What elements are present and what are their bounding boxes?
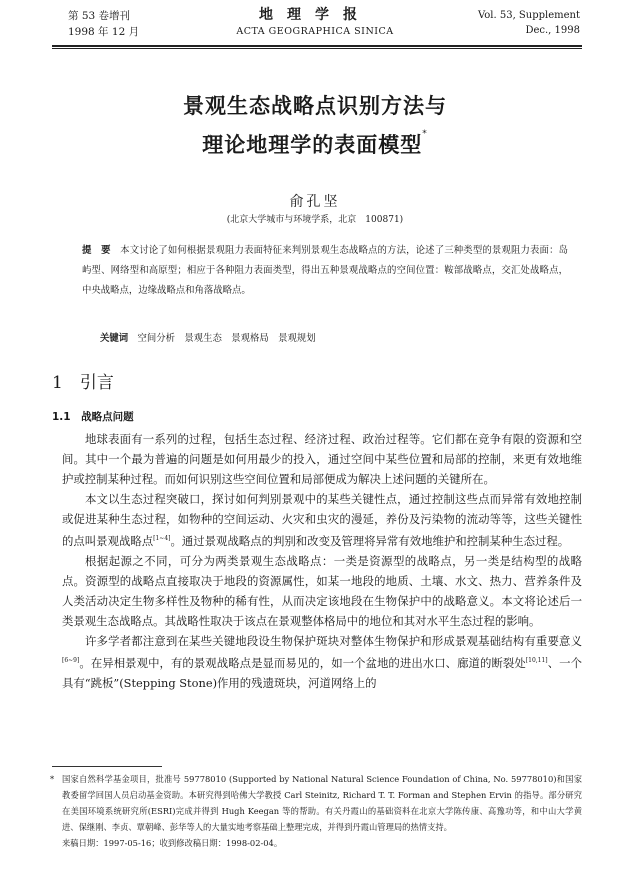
- footnote-text: 国家自然科学基金项目，批准号 59778010 (Supported by National Natural Science Foundation of China, No. 59778010)和国家教委留学回国人员启动基金资助。本研究得到哈佛大学教授 Carl Steinitz, Richard T. T. Forman and Stephen Ervin 的指导。部分研究在美国环境系统研究所(ESRI)完成并得到 Hugh Keegan 等的帮助。有关丹霞山的基础资料在北京大学陈传康、高豫功等，和中山大学黄进、保继刚、李贞、覃朝峰、彭华等人的大量实地考察基础上整理完成，并得到丹霞山管理局的热情支持。: [62, 774, 582, 832]
- paragraph-4-text-a: 许多学者都注意到在某些关键地段设生物保护斑块对整体生物保护和形成景观基础结构有重要意义: [85, 633, 582, 648]
- footnote-mark: *: [50, 774, 55, 784]
- author: 俞孔坚: [289, 194, 341, 210]
- paragraph-3: 根据起源之不同，可分为两类景观生态战略点：一类是资源型的战略点，另一类是结构型的战略点。资源型的战略点直接取决于地段的资源属性，如某一地段的地质、土壤、水文、热力、营养条件及人类活动决定生物多样性及物种的稀有性，从而决定该地段在生物保护中的战略意义。本文将论述后一类景观生态战略点。其战略性取决于该点在景观整体格局中的地位和其对水平生态过程的影响。: [62, 553, 582, 628]
- section-number: 1: [52, 373, 63, 393]
- volume-en: Vol. 53, Supplement: [477, 10, 580, 21]
- keywords-label: 关键词: [100, 333, 129, 344]
- body-text: [62, 429, 582, 693]
- citation: [10,11]: [525, 656, 548, 664]
- received-date: 来稿日期：1997-05-16；收到修改稿日期：1998-02-04。: [62, 838, 283, 848]
- subsection-number: 1.1: [52, 411, 71, 423]
- header-rule: [52, 45, 582, 47]
- date-en: Dec., 1998: [525, 25, 580, 36]
- paragraph-4: [62, 631, 582, 693]
- abstract-label: 提 要: [82, 245, 111, 256]
- paper-title-text: 理论地理学的表面模型: [202, 133, 423, 157]
- subsection-title: 战略点问题: [81, 411, 134, 423]
- citation: [6~9]: [62, 656, 80, 664]
- paragraph-4-text-b: 。在异相景观中，有的景观战略点是显而易见的，如一个盆地的进出水口、廊道的断裂处: [79, 655, 526, 670]
- journal-volume-cn: [68, 8, 139, 40]
- citation: [1~4]: [153, 535, 171, 542]
- paper-title-line2: [60, 129, 570, 159]
- title-footnote-mark: *: [422, 129, 428, 139]
- section-title: 引言: [79, 373, 114, 393]
- journal-title-cn: 地理学报: [259, 7, 371, 23]
- header-rule-thin: [52, 48, 582, 49]
- affiliation: (北京大学城市与环境学系，北京 100871): [226, 215, 404, 225]
- paper-title-line1: 景观生态战略点识别方法与: [183, 94, 447, 118]
- subsection-heading: [52, 409, 134, 424]
- paragraph-1: 地球表面有一系列的过程，包括生态过程、经济过程、政治过程等。它们都在竞争有限的资源和空间。其中一个最为普遍的问题是如何用最少的投入，通过空间中某些位置和局部的控制，来更有效地维护或控制某种过程。而如何识别这些空间位置和局部便成为解决上述问题的关键所在。: [62, 432, 582, 486]
- abstract-text: 本文讨论了如何根据景观阻力表面特征来判别景观生态战略点的方法，论述了三种类型的景观阻力表面：岛屿型、网络型和高原型；相应于各种阻力表面类型，得出五种景观战略点的空间位置：鞍部战略点，交汇处战略点，中央战略点，边缘战略点和角落战略点。: [82, 245, 568, 296]
- section-heading: [52, 368, 114, 393]
- paragraph-2-text-a: 本文以生态过程突破口，探讨如何判别景观中的某些关键性点，通过控制这些点而异常有效地控制或促进某种生态过程，如物种的空间运动、火灾和虫灾的漫延，养份及污染物的流动等等，这些关键性的点叫景观战略点: [62, 492, 582, 548]
- abstract: [82, 241, 568, 301]
- journal-title: [200, 6, 430, 39]
- footnote-rule: [52, 766, 162, 767]
- paragraph-2-text-b: 。通过景观战略点的判别和改变及管理将异常有效地维护和控制某种生态过程。: [170, 533, 570, 548]
- volume-cn: 第 53 卷增刊: [68, 10, 131, 22]
- keywords: [100, 330, 560, 344]
- journal-title-en: ACTA GEOGRAPHICA SINICA: [236, 26, 394, 37]
- paragraph-2: [62, 489, 582, 551]
- date-cn: 1998 年 12 月: [68, 26, 140, 38]
- paragraph-4-text-c: 、一个具有“跳板”(Stepping Stone)作用的残遗斑块，河道网络上的: [62, 655, 582, 690]
- keywords-text: 空间分析 景观生态 景观格局 景观规划: [137, 333, 316, 344]
- journal-volume-en: [462, 8, 580, 38]
- footnote: [50, 771, 582, 851]
